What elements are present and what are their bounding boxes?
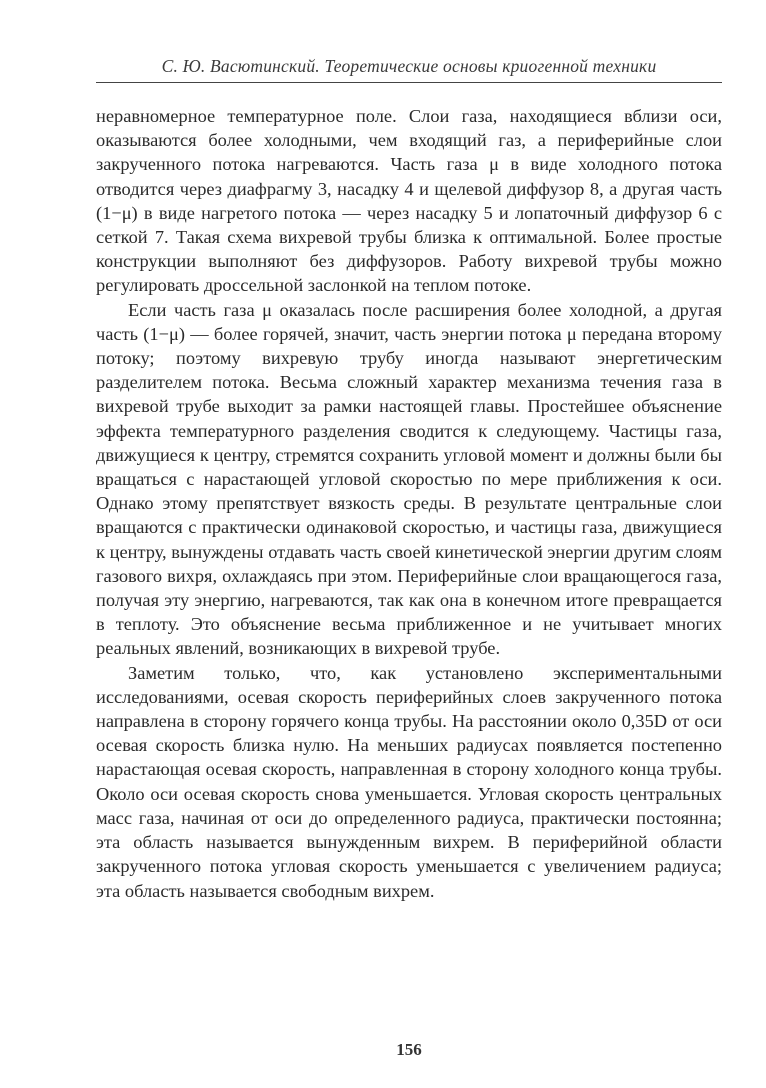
paragraph-3: Заметим только, что, как установлено экспериментальными исследованиями, осевая скорость периферийных слоев закрученного потока направлена в сторону горячего конца трубы. На расстоянии около 0,35D от оси осевая скорость близка нулю. На меньших радиусах появляется постепенно нарастающая осевая скорость, направленная в сторону холодного конца трубы. Около оси осевая скорость снова уменьшается. Угловая скорость центральных масс газа, начиная от оси до определенного радиуса, практически постоянна; эта область называется вынужденным вихрем. В периферийной области закрученного потока угловая скорость уменьшается с увеличением радиуса; эта область называется свободным вихрем. bbox=[96, 662, 722, 901]
header-divider bbox=[96, 82, 722, 83]
paragraph-2: Если часть газа μ оказалась после расширения более холодной, а другая часть (1−μ) — более горячей, значит, часть энергии потока μ передана второму потоку; поэтому вихревую трубу иногда называют энергетическим разделителем потока. Весьма сложный характер механизма течения газа в вихревой трубе выходит за рамки настоящей главы. Простейшее объяснение эффекта температурного разделения сводится к следующему. Частицы газа, движущиеся к центру, стремятся сохранить угловой момент и должны были бы вращаться с нарастающей угловой скоростью по мере приближения к оси. Однако этому препятствует вязкость среды. В результате центральные слои вращаются с практически одинаковой скоростью, и частицы газа, движущиеся к центру, вынуждены отдавать часть своей кинетической энергии другим слоям газового вихря, охлаждаясь при этом. Периферийные слои вращающегося газа, получая эту энергию, нагреваются, так как она в конечном итоге превращается в теплоту. Это объяснение весьма приближенное и не учитывает многих реальных явлений, возникающих в вихревой трубе. bbox=[96, 299, 722, 659]
paragraph-1: неравномерное температурное поле. Слои газа, находящиеся вблизи оси, оказываются более холодными, чем входящий газ, а периферийные слои закрученного потока нагреваются. Часть газа μ в виде холодного потока отводится через диафрагму 3, насадку 4 и щелевой диффузор 8, а другая часть (1−μ) в виде нагретого потока — через насадку 5 и лопаточный диффузор 6 с сеткой 7. Такая схема вихревой трубы близка к оптимальной. Более простые конструкции выполняют без диффузоров. Работу вихревой трубы можно регулировать дроссельной заслонкой на теплом потоке. bbox=[96, 106, 722, 296]
body-text bbox=[96, 104, 722, 903]
running-header: С. Ю. Васютинский. Теоретические основы криогенной техники bbox=[161, 56, 657, 76]
page-number: 156 bbox=[396, 1040, 422, 1059]
